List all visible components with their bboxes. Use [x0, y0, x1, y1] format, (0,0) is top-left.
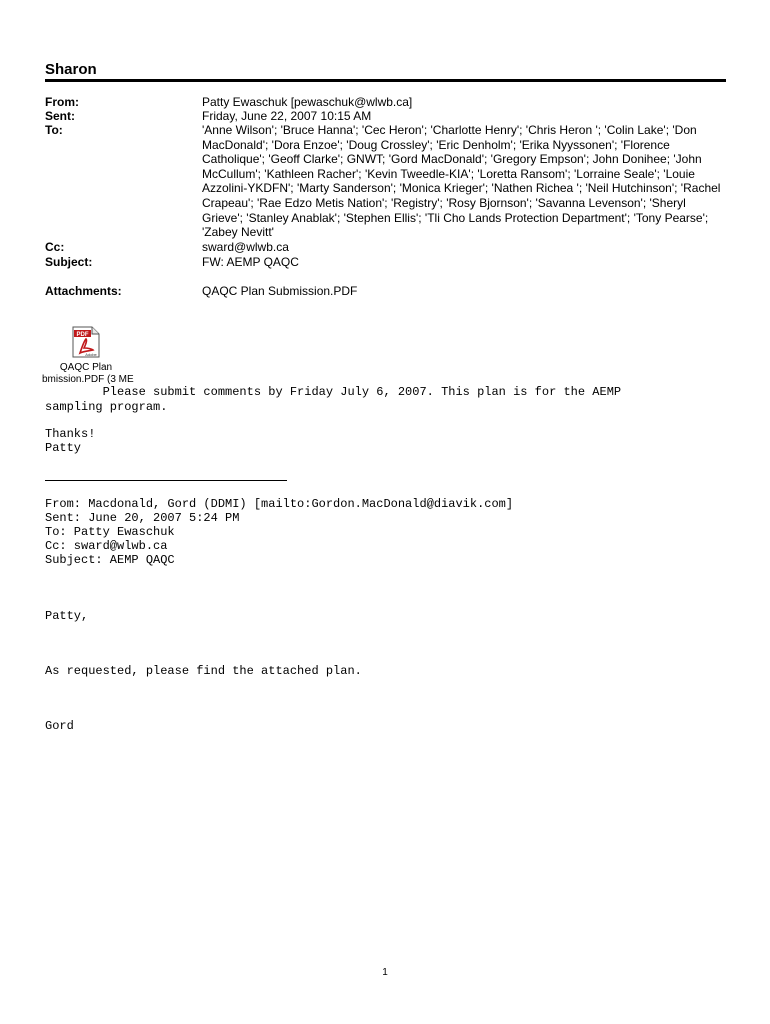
- fwd-to: To: Patty Ewaschuk: [45, 525, 175, 539]
- body-signature: Patty: [45, 441, 82, 455]
- subject-value: FW: AEMP QAQC: [202, 255, 299, 269]
- attachment-caption-line2: bmission.PDF (3 ME: [42, 373, 134, 385]
- pdf-file-icon[interactable]: [71, 326, 101, 358]
- from-label: From:: [45, 95, 79, 109]
- attachment-item[interactable]: [42, 326, 134, 385]
- pdf-icon-brand: Adobe: [85, 352, 97, 357]
- attachments-label: Attachments:: [45, 284, 122, 298]
- sent-value: Friday, June 22, 2007 10:15 AM: [202, 109, 372, 123]
- cc-label: Cc:: [45, 240, 65, 254]
- cc-value[interactable]: sward@wlwb.ca: [202, 240, 289, 254]
- subject-label: Subject:: [45, 255, 93, 269]
- attachments-value[interactable]: QAQC Plan Submission.PDF: [202, 284, 358, 298]
- from-value[interactable]: Patty Ewaschuk [pewaschuk@wlwb.ca]: [202, 95, 413, 109]
- body-thanks: Thanks!: [45, 427, 96, 441]
- fwd-sent: Sent: June 20, 2007 5:24 PM: [45, 511, 240, 525]
- pdf-icon-text: PDF: [76, 332, 89, 338]
- forward-separator: [45, 480, 287, 481]
- fwd-signoff: Gord: [45, 719, 74, 733]
- attachment-caption-line1: QAQC Plan: [59, 362, 113, 373]
- body-line-1: Please submit comments by Friday July 6, 2007. This plan is for the AEMP: [45, 385, 622, 399]
- fwd-greeting: Patty,: [45, 609, 89, 623]
- fwd-from[interactable]: From: Macdonald, Gord (DDMI) [mailto:Gordon.MacDonald@diavik.com]: [45, 497, 514, 511]
- sent-label: Sent:: [45, 109, 75, 123]
- fwd-subject: Subject: AEMP QAQC: [45, 553, 175, 567]
- to-label: To:: [45, 123, 63, 137]
- page-number: 1: [382, 967, 388, 978]
- header-rule: [45, 79, 726, 82]
- body-line-2: sampling program.: [45, 400, 168, 414]
- to-recipients[interactable]: 'Anne Wilson'; 'Bruce Hanna'; 'Cec Heron'; 'Charlotte Henry'; 'Chris Heron '; 'Colin Lake'; 'Don MacDonald'; 'Dora Enzoe'; 'Doug Crossley'; 'Eric Denholm'; 'Erika Nyyssonen'; 'Florence Catholique'; 'Geoff Clarke'; GNWT; 'Gord MacDonald'; 'Gregory Empson'; John Donihee; 'John McCullum'; 'Kathleen Racher'; 'Kevin Tweedle-KIA'; 'Loretta Ransom'; 'Lorraine Seale'; 'Louie Azzolini-YKDFN'; 'Marty Sanderson'; 'Monica Krieger'; 'Nathen Richea '; 'Neil Hutchinson'; 'Rachel Crapeau'; 'Rae Edzo Metis Nation'; 'Registry'; 'Rosy Bjornson'; 'Savanna Levenson'; 'Sheryl Grieve'; 'Stanley Anablak'; 'Stephen Ellis'; 'Tli Cho Lands Protection Department'; 'Tony Pearse'; 'Zabey Nevitt': [202, 123, 721, 240]
- mailbox-owner-name: Sharon: [45, 61, 97, 78]
- fwd-message: As requested, please find the attached plan.: [45, 664, 362, 678]
- fwd-cc: Cc: sward@wlwb.ca: [45, 539, 168, 553]
